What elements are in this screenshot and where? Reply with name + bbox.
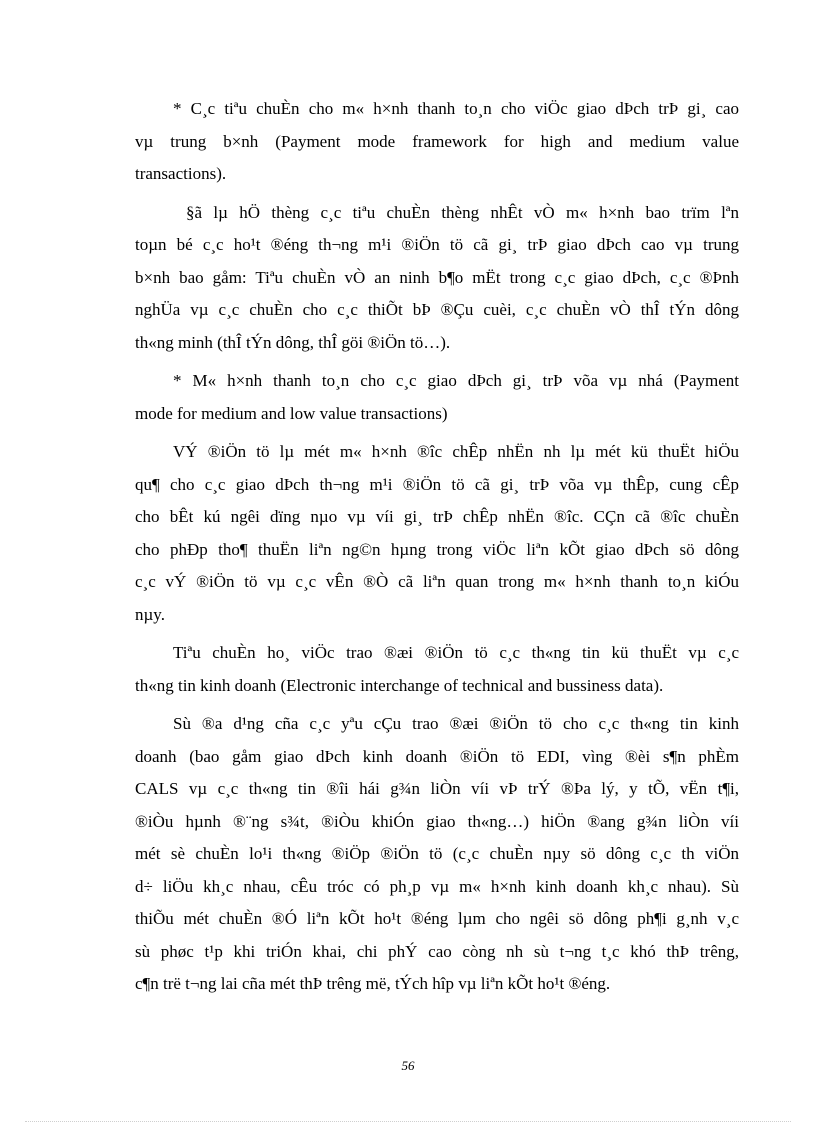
text-line: th«ng minh (thÎ tÝn dông, thÎ göi ®iÖn tö…). [135,332,451,352]
text-line: * M« h×nh thanh to¸n cho c¸c giao dÞch gi¸ trÞ võa vµ nhá (Payment [173,371,739,390]
text-line: sù phøc t¹p khi triÓn khai, chi phÝ cao còng nh sù t¬ng t¸c khó thÞ trêng, [135,941,739,961]
paragraph [135,708,739,1001]
text-line: thiÕu mét chuÈn ®Ó liªn kÕt ho¹t ®éng lµm cho ngêi sö dông ph¶i g¸nh v¸c [135,909,739,928]
text-line: mét sè chuÈn lo¹i th«ng ®iÖp ®iÖn tö (c¸c chuÈn nµy sö dông c¸c th viÖn [135,844,739,863]
text-line: mode for medium and low value transactions) [135,403,448,423]
text-line: th«ng tin kinh doanh (Electronic interchange of technical and bussiness data). [135,675,664,695]
text-line: VÝ ®iÖn tö lµ mét m« h×nh ®îc chÊp nhËn nh lµ mét kü thuËt hiÖu [173,442,739,461]
text-line: transactions). [135,164,227,183]
body-text [135,93,739,1007]
text-line: Sù ®a d¹ng cña c¸c yªu cÇu trao ®æi ®iÖn tö cho c¸c th«ng tin kinh [173,714,739,733]
paragraph [135,365,739,430]
footer-divider [25,1121,791,1122]
text-line: cho phÐp tho¶ thuËn liªn ng©n hµng trong viÖc liªn kÕt giao dÞch sö dông [135,539,739,559]
text-line: qu¶ cho c¸c giao dÞch th¬ng m¹i ®iÖn tö cã gi¸ trÞ võa vµ thÊp, cung cÊp [135,474,739,494]
text-line: §ã lµ hÖ thèng c¸c tiªu chuÈn thèng nhÊt vÒ m« h×nh bao trïm lªn [186,202,739,222]
paragraph [135,637,739,702]
text-line: vµ trung b×nh (Payment mode framework for high and medium value [135,131,739,151]
text-line: toµn bé c¸c ho¹t ®éng th¬ng m¹i ®iÖn tö cã gi¸ trÞ giao dÞch cao vµ trung [135,235,739,254]
text-line: * C¸c tiªu chuÈn cho m« h×nh thanh to¸n cho viÖc giao dÞch trÞ gi¸ cao [173,99,739,118]
paragraph [135,436,739,631]
text-line: ®iÒu hµnh ®¨ng s¾t, ®iÒu khiÓn giao th«ng…) hiÖn ®ang g¾n liÒn víi [135,811,739,831]
text-line: nµy. [135,604,165,624]
text-line: Tiªu chuÈn ho¸ viÖc trao ®æi ®iÖn tö c¸c th«ng tin kü thuËt vµ c¸c [173,643,739,662]
text-line: nghÜa vµ c¸c chuÈn cho c¸c thiÕt bÞ ®Çu cuèi, c¸c chuÈn vÒ thÎ tÝn dông [135,300,739,319]
text-line: doanh (bao gåm giao dÞch kinh doanh ®iÖn tö EDI, vìng ®èi s¶n phÈm [135,746,739,766]
text-line: c¶n trë t¬ng lai cña mét thÞ trêng më, tÝch hîp vµ liªn kÕt ho¹t ®éng. [135,974,611,993]
text-line: cho bÊt kú ngêi dïng nµo vµ víi gi¸ trÞ chÊp nhËn ®îc. CÇn cã ®îc chuÈn [135,507,739,526]
text-line: CALS vµ c¸c th«ng tin ®îi hái g¾n liÒn víi vÞ trÝ ®Þa lý, y tÕ, vËn t¶i, [135,779,739,798]
paragraph [135,93,739,191]
text-line: d÷ liÖu kh¸c nhau, cÊu tróc có ph¸p vµ m« h×nh kinh doanh kh¸c nhau). Sù [135,876,739,896]
text-line: b×nh bao gåm: Tiªu chuÈn vÒ an ninh b¶o mËt trong c¸c giao dÞch, c¸c ®Þnh [135,267,739,287]
page-number: 56 [401,1058,415,1073]
paragraph [135,197,739,360]
text-line: c¸c vÝ ®iÖn tö vµ c¸c vÊn ®Ò cã liªn quan trong m« h×nh thanh to¸n kiÓu [135,572,739,591]
